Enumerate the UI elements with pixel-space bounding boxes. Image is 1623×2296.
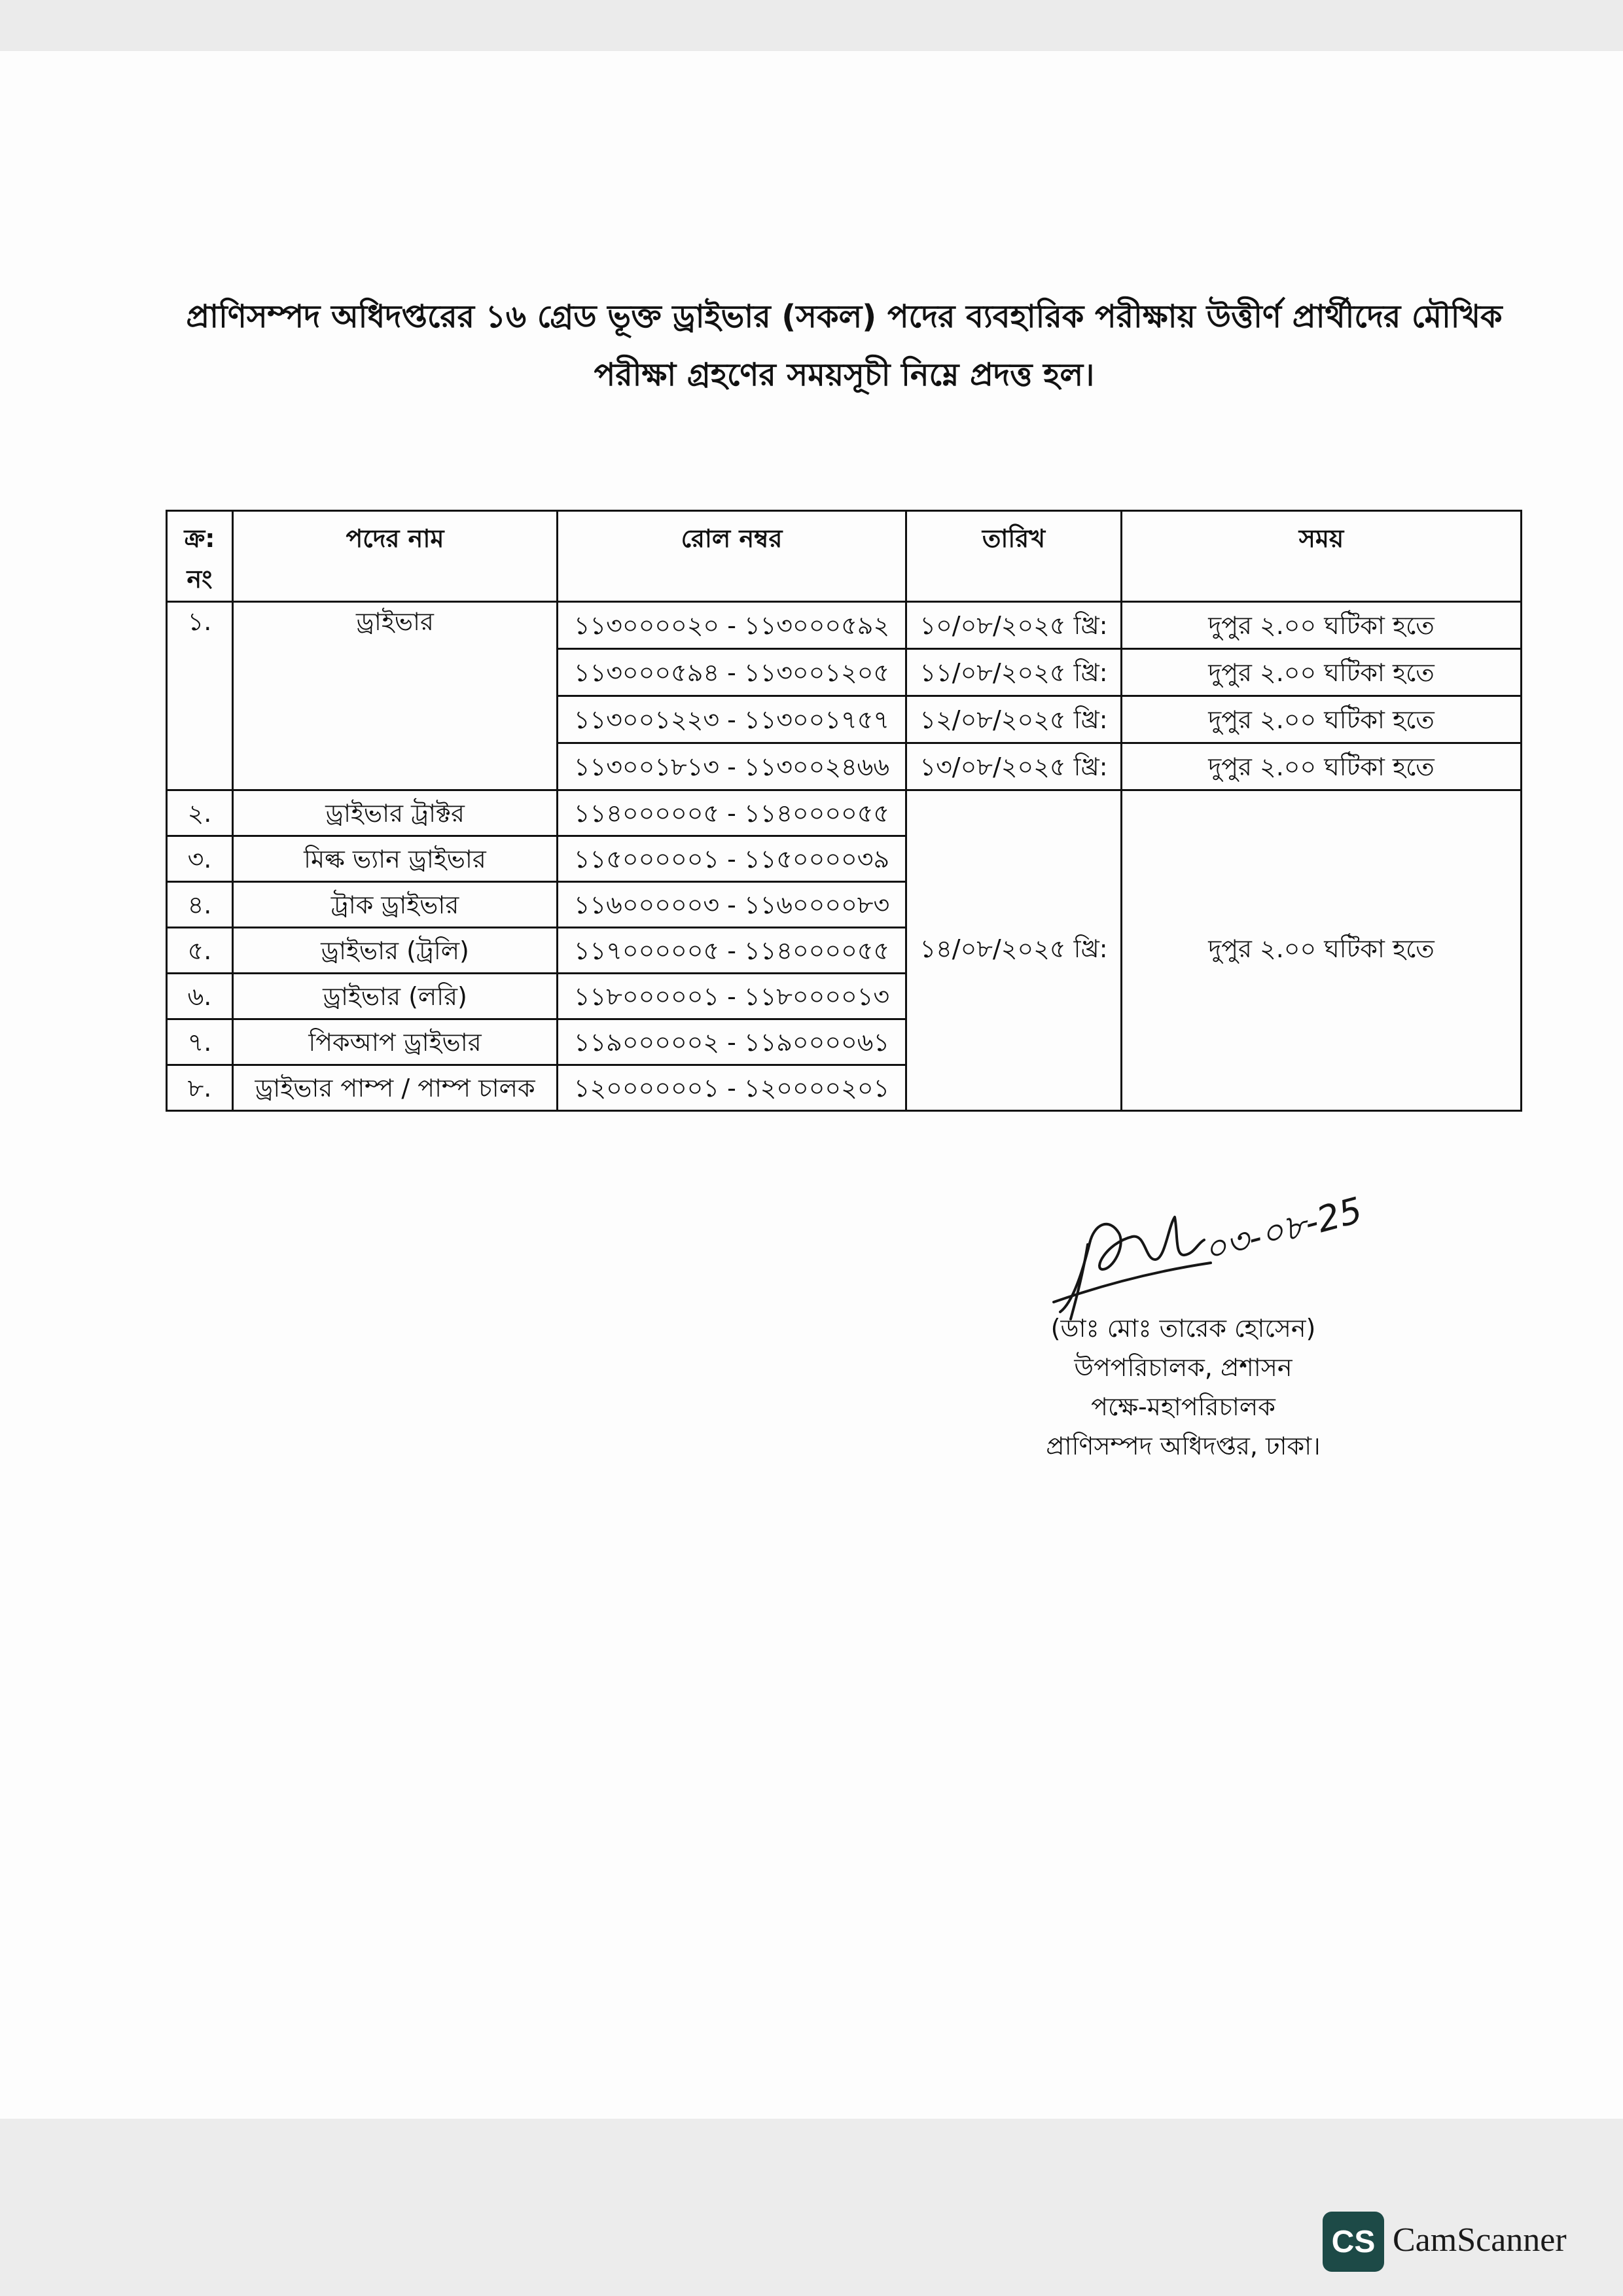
time-cell: দুপুর ২.০০ ঘটিকা হতে [1122,696,1522,743]
post-cell: ড্রাইভার [233,602,558,790]
time-cell: দুপুর ২.০০ ঘটিকা হতে [1122,743,1522,790]
signature-date: ০৩-০৮-25 [1199,1189,1366,1271]
post-cell: ড্রাইভার পাম্প / পাম্প চালক [233,1065,558,1111]
header-serial-line-2: নং [187,565,213,593]
camscanner-logo-icon: CS [1323,2212,1384,2272]
roll-range-cell: ১১৭০০০০০৫ - ১১৪০০০০৫৫ [558,928,906,974]
roll-range-cell: ১১৩০০০৫৯৪ - ১১৩০০১২০৫ [558,649,906,696]
date-cell: ১০/০৮/২০২৫ খ্রি: [906,602,1122,649]
serial-cell: ৭. [167,1019,233,1065]
date-cell: ১২/০৮/২০২৫ খ্রি: [906,696,1122,743]
post-cell: ড্রাইভার (ট্রলি) [233,928,558,974]
roll-range-cell: ১১৩০০১৮১৩ - ১১৩০০২৪৬৬ [558,743,906,790]
date-cell: ১৩/০৮/২০২৫ খ্রি: [906,743,1122,790]
serial-cell: ৪. [167,882,233,928]
serial-cell: ৬. [167,974,233,1019]
signature-tail [1071,1245,1088,1319]
post-cell: ট্রাক ড্রাইভার [233,882,558,928]
roll-range-cell: ১১৫০০০০০১ - ১১৫০০০০৩৯ [558,836,906,882]
table-row [167,790,1522,836]
post-cell: ড্রাইভার ট্রাক্টর [233,790,558,836]
signatory-name: (ডাঃ মোঃ তারেক হোসেন) [1050,1314,1316,1343]
roll-range-cell: ১১৮০০০০০১ - ১১৮০০০০১৩ [558,974,906,1019]
post-cell: ড্রাইভার (লরি) [233,974,558,1019]
date-cell: ১১/০৮/২০২৫ খ্রি: [906,649,1122,696]
header-roll-number: রোল নম্বর [558,511,906,602]
signatory-office: প্রাণিসম্পদ অধিদপ্তর, ঢাকা। [1046,1432,1321,1460]
shared-date-cell: ১৪/০৮/২০২৫ খ্রি: [906,790,1122,1111]
post-cell: মিল্ক ভ্যান ড্রাইভার [233,836,558,882]
handwritten-signature [1047,1171,1414,1328]
roll-range-cell: ১১৬০০০০০৩ - ১১৬০০০০৮৩ [558,882,906,928]
header-serial-line-1: ক্র: [184,524,215,553]
title-line-2: পরীক্ষা গ্রহণের সময়সূচী নিম্নে প্রদত্ত হল। [594,357,1095,393]
header-time: সময় [1122,511,1522,602]
header-post-name: পদের নাম [233,511,558,602]
header-date: তারিখ [906,511,1122,602]
serial-cell: ১. [167,602,233,790]
signature-block [954,1309,1412,1466]
signature-stroke [1060,1217,1204,1312]
scan-top-margin [0,0,1623,51]
time-cell: দুপুর ২.০০ ঘটিকা হতে [1122,602,1522,649]
serial-cell: ৩. [167,836,233,882]
camscanner-watermark-text: CamScanner [1393,2221,1567,2259]
title-line-1: প্রাণিসম্পদ অধিদপ্তরের ১৬ গ্রেড ভূক্ত ড্রাইভার (সকল) পদের ব্যবহারিক পরীক্ষায় উত্তীর্ণ প্রার্থীদের মৌখিক [186,298,1503,335]
schedule-table [166,510,1522,1112]
document-title [124,288,1564,404]
roll-range-cell: ১২০০০০০০১ - ১২০০০০২০১ [558,1065,906,1111]
serial-cell: ২. [167,790,233,836]
serial-cell: ৮. [167,1065,233,1111]
serial-cell: ৫. [167,928,233,974]
signatory-designation: উপপরিচালক, প্রশাসন [1074,1353,1293,1382]
table-header-row [167,511,1522,602]
roll-range-cell: ১১৪০০০০০৫ - ১১৪০০০০৫৫ [558,790,906,836]
post-cell: পিকআপ ড্রাইভার [233,1019,558,1065]
header-serial [167,511,233,602]
shared-time-cell: দুপুর ২.০০ ঘটিকা হতে [1122,790,1522,1111]
table-row [167,602,1522,649]
roll-range-cell: ১১৯০০০০০২ - ১১৯০০০০৬১ [558,1019,906,1065]
time-cell: দুপুর ২.০০ ঘটিকা হতে [1122,649,1522,696]
roll-range-cell: ১১৩০০১২২৩ - ১১৩০০১৭৫৭ [558,696,906,743]
roll-range-cell: ১১৩০০০০২০ - ১১৩০০০৫৯২ [558,602,906,649]
signatory-on-behalf: পক্ষে-মহাপরিচালক [1091,1392,1275,1421]
